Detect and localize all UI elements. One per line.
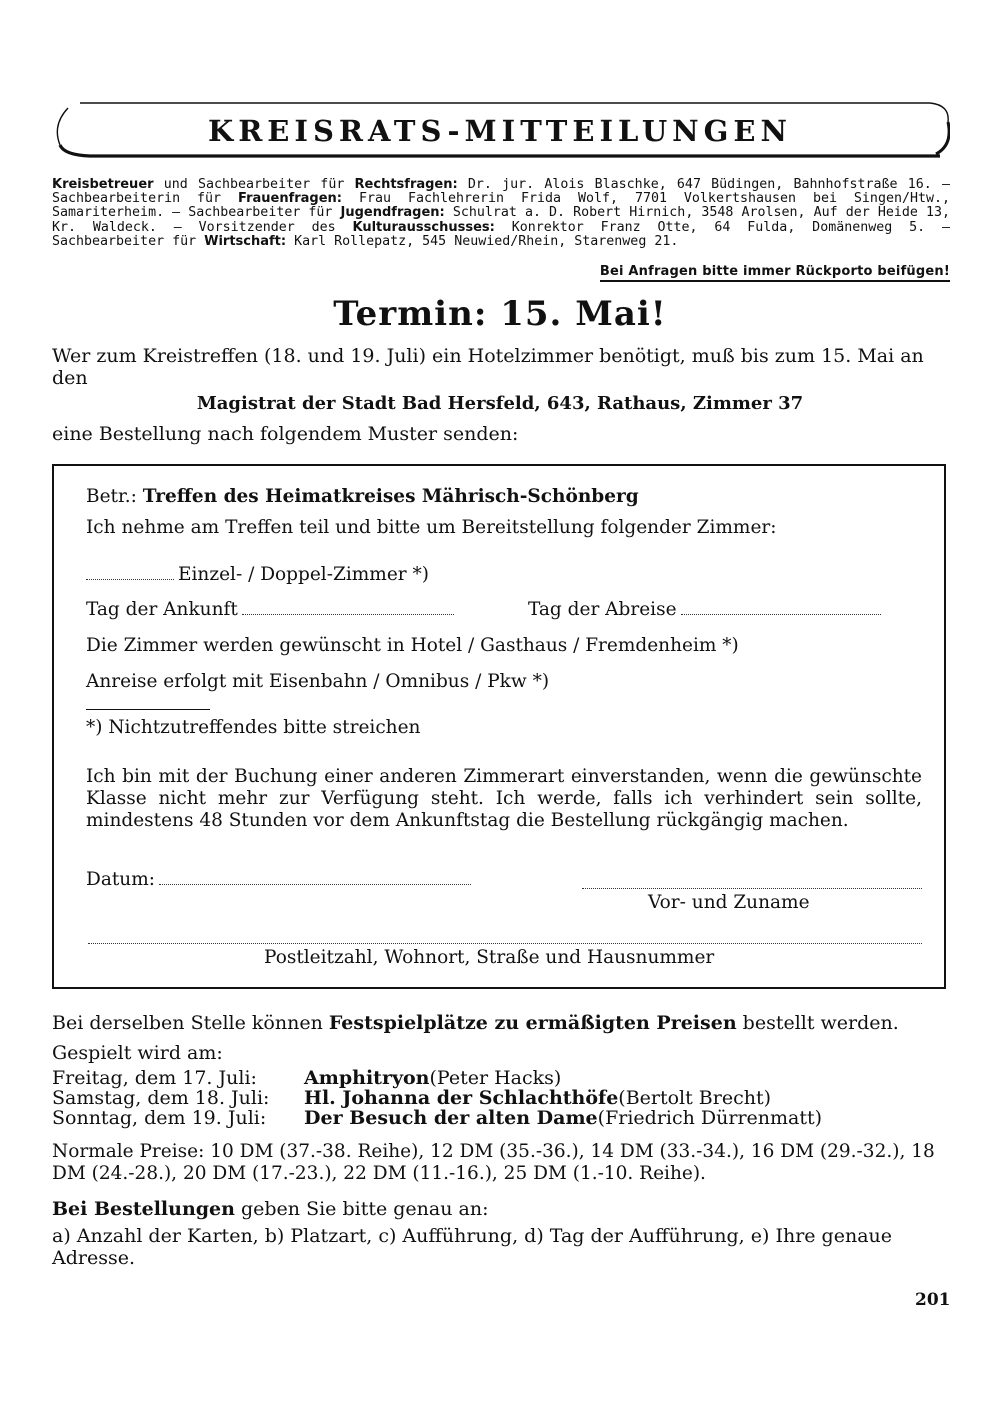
- ankunft-blank: [242, 613, 454, 615]
- name-blank: [582, 887, 922, 889]
- page-number: 201: [915, 1290, 951, 1310]
- hotel-line: Die Zimmer werden gewünscht in Hotel / Gasthaus / Fremdenheim *): [86, 635, 739, 656]
- play-row: Sonntag, dem 19. Juli: Der Besuch der alten Dame (Friedrich Dürrenmatt): [52, 1107, 823, 1129]
- footnote: *) Nichtzutreffendes bitte streichen: [86, 717, 421, 738]
- zimmer-line: Einzel- / Doppel-Zimmer *): [86, 564, 429, 586]
- termin-heading: Termin: 15. Mai!: [333, 294, 667, 334]
- contact-role: Rechtsfragen:: [354, 177, 458, 192]
- datum-blank: [159, 883, 471, 885]
- header-banner: [50, 100, 950, 160]
- footnote-rule: [86, 709, 210, 710]
- betr-value: Treffen des Heimatkreises Mährisch-Schönberg: [142, 486, 639, 507]
- contact-role: Kulturausschusses:: [352, 219, 495, 235]
- name-label: Vor- und Zuname: [648, 892, 810, 913]
- contact-role: Jugendfragen:: [340, 205, 445, 221]
- play-row: Samstag, dem 18. Juli: Hl. Johanna der Schlachthöfe (Bertolt Brecht): [52, 1087, 772, 1109]
- contacts-paragraph: Kreisbetreuer und Sachbearbeiter für Rechtsfragen: Dr. jur. Alois Blaschke, 647 Büdingen, Bahnhofstraße 16. — Sachbearbeiterin für Frauenfragen: Frau Fachlehrerin Frida Wolf, 7701 Volkertshausen bei Singen/Htw., Samariterheim. — Sachbearbeiter für Jugendfragen: Schulrat a. D. Robert Hirnich, 3548 Arolsen, Auf der Heide 13, Kr. Waldeck. — Vorsitzender des Kulturausschusses: Konrektor Franz Otte, 64 Fulda, Domänenweg 5. — Sachbearbeiter für Wirtschaft: Karl Rollepatz, 545 Neuwied/Rhein, Starenweg 21.: [52, 177, 950, 249]
- order-form-template: [52, 464, 946, 989]
- bestellungen-lead: Bei Bestellungen geben Sie bitte genau an:: [52, 1198, 489, 1220]
- ruckporto-notice: Bei Anfragen bitte immer Rückporto beifügen!: [600, 264, 950, 282]
- abreise-blank: [681, 613, 881, 615]
- muster-text: eine Bestellung nach folgendem Muster senden:: [52, 423, 519, 445]
- contact-role: Wirtschaft:: [204, 233, 287, 249]
- betr-line: Betr.: Treffen des Heimatkreises Mährisch-Schönberg: [86, 486, 639, 507]
- contact-lead: Kreisbetreuer: [52, 177, 154, 192]
- agreement-text: Ich bin mit der Buchung einer anderen Zimmerart einverstanden, wenn die gewünschte Klasse nicht mehr zur Verfügung steht. Ich werde, falls ich verhindert sein sollte, mindestens 48 Stunden vor dem Ankunftstag die Bestellung rückgängig machen.: [86, 766, 922, 831]
- header-title: KREISRATS-MITTEILUNGEN: [208, 114, 792, 148]
- zimmer-blank: [86, 578, 174, 580]
- address-blank: [88, 942, 922, 944]
- address-label: Postleitzahl, Wohnort, Straße und Hausnummer: [264, 947, 715, 968]
- anreise-line: Anreise erfolgt mit Eisenbahn / Omnibus / Pkw *): [86, 671, 550, 692]
- play-list: [52, 1068, 952, 1128]
- gespielt-label: Gespielt wird am:: [52, 1042, 223, 1064]
- datum-line: Datum:: [86, 869, 475, 891]
- form-line-1: Ich nehme am Treffen teil und bitte um Bereitstellung folgender Zimmer:: [86, 517, 777, 538]
- festspiel-intro: Bei derselben Stelle können Festspielplätze zu ermäßigten Preisen bestellt werden.: [52, 1012, 899, 1034]
- magistrat-address: Magistrat der Stadt Bad Hersfeld, 643, Rathaus, Zimmer 37: [196, 393, 804, 414]
- contact-role: Frauenfragen:: [238, 191, 343, 207]
- prices-text: Normale Preise: 10 DM (37.-38. Reihe), 12 DM (35.-36.), 14 DM (33.-34.), 16 DM (29.-32.), 18 DM (24.-28.), 20 DM (17.-23.), 22 DM (11.-16.), 25 DM (1.-10. Reihe).: [52, 1141, 935, 1184]
- abreise-line: Tag der Abreise: [528, 599, 885, 621]
- bestellungen-items: a) Anzahl der Karten, b) Platzart, c) Aufführung, d) Tag der Aufführung, e) Ihre genaue Adresse.: [52, 1225, 893, 1269]
- intro-text: Wer zum Kreistreffen (18. und 19. Juli) ein Hotelzimmer benötigt, muß bis zum 15. Mai an den: [52, 345, 924, 389]
- ankunft-line: Tag der Ankunft: [86, 599, 458, 621]
- play-row: Freitag, dem 17. Juli: Amphitryon (Peter Hacks): [52, 1067, 562, 1089]
